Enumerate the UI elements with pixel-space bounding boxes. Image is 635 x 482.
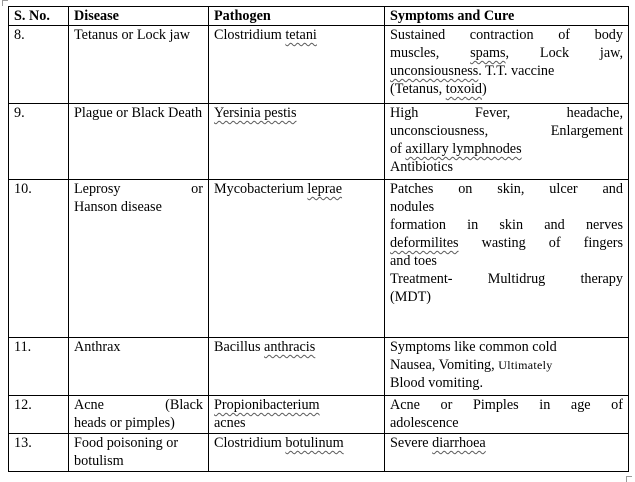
cell-sno: 13. <box>9 434 69 472</box>
cell-symptoms <box>385 434 629 472</box>
disease-line: Leprosy or <box>74 181 203 197</box>
cell-sno: 8. <box>9 26 69 104</box>
cell-sno: 12. <box>9 396 69 434</box>
symptom-line <box>390 234 623 252</box>
header-row <box>9 7 629 26</box>
symptom-text-flagged: spams <box>470 45 506 61</box>
cell-disease <box>69 396 209 434</box>
cell-disease: Tetanus or Lock jaw <box>69 26 209 104</box>
cell-disease: Plague or Black Death <box>69 104 209 180</box>
symptom-line: Symptoms like common cold <box>390 339 557 355</box>
table-row <box>9 338 629 396</box>
symptom-line: Acne or Pimples in age of <box>390 397 623 413</box>
symptom-line: Patches on skin, ulcer and <box>390 181 623 197</box>
cell-pathogen <box>209 434 385 472</box>
cell-pathogen <box>209 396 385 434</box>
symptom-text: , Lock jaw, <box>505 45 623 61</box>
symptom-line: Treatment- Multidrug therapy <box>390 271 623 287</box>
cell-disease: Food poisoning or botulism <box>69 434 209 472</box>
pathogen-genus: Propionibacterium <box>214 397 320 413</box>
symptom-text: Nausea, Vomiting, <box>390 357 499 373</box>
symptom-text-flagged: toxoid <box>445 81 483 97</box>
symptom-line: Sustained contraction of body <box>390 27 623 43</box>
symptom-text: . T.T. vaccine <box>478 63 555 79</box>
symptom-text: muscles, <box>390 45 471 61</box>
symptom-text: (Tetanus, <box>390 81 446 97</box>
symptom-text-flagged: unconsiousness <box>390 63 479 79</box>
pathogen-species: tetani <box>285 27 317 43</box>
header-sno: S. No. <box>9 7 69 26</box>
symptom-line: Blood vomiting. <box>390 375 484 391</box>
symptom-text: Severe <box>390 435 433 451</box>
cell-symptoms <box>385 104 629 180</box>
cell-disease <box>69 180 209 338</box>
pathogen-genus: Mycobacterium <box>214 181 308 197</box>
symptom-line: and toes <box>390 253 437 269</box>
symptom-line: Antibiotics <box>390 159 454 175</box>
table-row <box>9 396 629 434</box>
symptom-line: (MDT) <box>390 289 431 305</box>
symptom-line <box>390 80 623 98</box>
symptom-text-flagged: deformilites <box>390 235 459 251</box>
cell-pathogen <box>209 338 385 396</box>
disease-line: heads or pimples) <box>74 415 175 431</box>
symptom-text-flagged: axillary lymphnodes <box>405 141 522 157</box>
symptom-line: adolescence <box>390 415 459 431</box>
table-row <box>9 434 629 472</box>
pathogen-species: leprae <box>307 181 343 197</box>
symptom-text: wasting of fingers <box>458 235 623 251</box>
disease-line: Hanson disease <box>74 199 162 215</box>
symptom-line <box>390 62 623 80</box>
pathogen-genus: Clostridium <box>214 435 286 451</box>
symptom-text: ) <box>482 81 487 97</box>
cell-pathogen <box>209 104 385 180</box>
cell-sno: 9. <box>9 104 69 180</box>
symptom-line: nodules <box>390 199 435 215</box>
cell-symptoms <box>385 26 629 104</box>
symptom-text: of <box>390 141 406 157</box>
table-row <box>9 26 629 104</box>
symptom-line: High Fever, headache, <box>390 105 623 121</box>
cell-symptoms <box>385 396 629 434</box>
corner-mark-bottom-right <box>626 476 632 482</box>
disease-line: Acne (Black <box>74 397 203 413</box>
table-row <box>9 104 629 180</box>
symptom-line <box>390 44 623 62</box>
cell-disease: Anthrax <box>69 338 209 396</box>
pathogen-name: Yersinia pestis <box>214 105 297 121</box>
cell-symptoms <box>385 338 629 396</box>
cell-sno: 11. <box>9 338 69 396</box>
cell-symptoms <box>385 180 629 338</box>
header-pathogen: Pathogen <box>209 7 385 26</box>
symptom-line <box>390 356 623 374</box>
header-symptoms: Symptoms and Cure <box>385 7 629 26</box>
pathogen-genus: Clostridium <box>214 27 286 43</box>
symptom-line: formation in skin and nerves <box>390 217 623 233</box>
header-disease: Disease <box>69 7 209 26</box>
pathogen-species: botulinum <box>285 435 344 451</box>
table-row <box>9 180 629 338</box>
pathogen-species: acnes <box>214 415 246 431</box>
symptom-text-flagged: diarrhoea <box>432 435 486 451</box>
cell-pathogen <box>209 26 385 104</box>
symptom-text-small: Ultimately <box>498 358 553 372</box>
cell-sno: 10. <box>9 180 69 338</box>
symptom-line <box>390 140 623 158</box>
symptom-line: unconsciousness, Enlargement <box>390 123 623 139</box>
pathogen-species: anthracis <box>264 339 316 355</box>
cell-pathogen <box>209 180 385 338</box>
pathogen-genus: Bacillus <box>214 339 265 355</box>
disease-table <box>8 6 629 472</box>
